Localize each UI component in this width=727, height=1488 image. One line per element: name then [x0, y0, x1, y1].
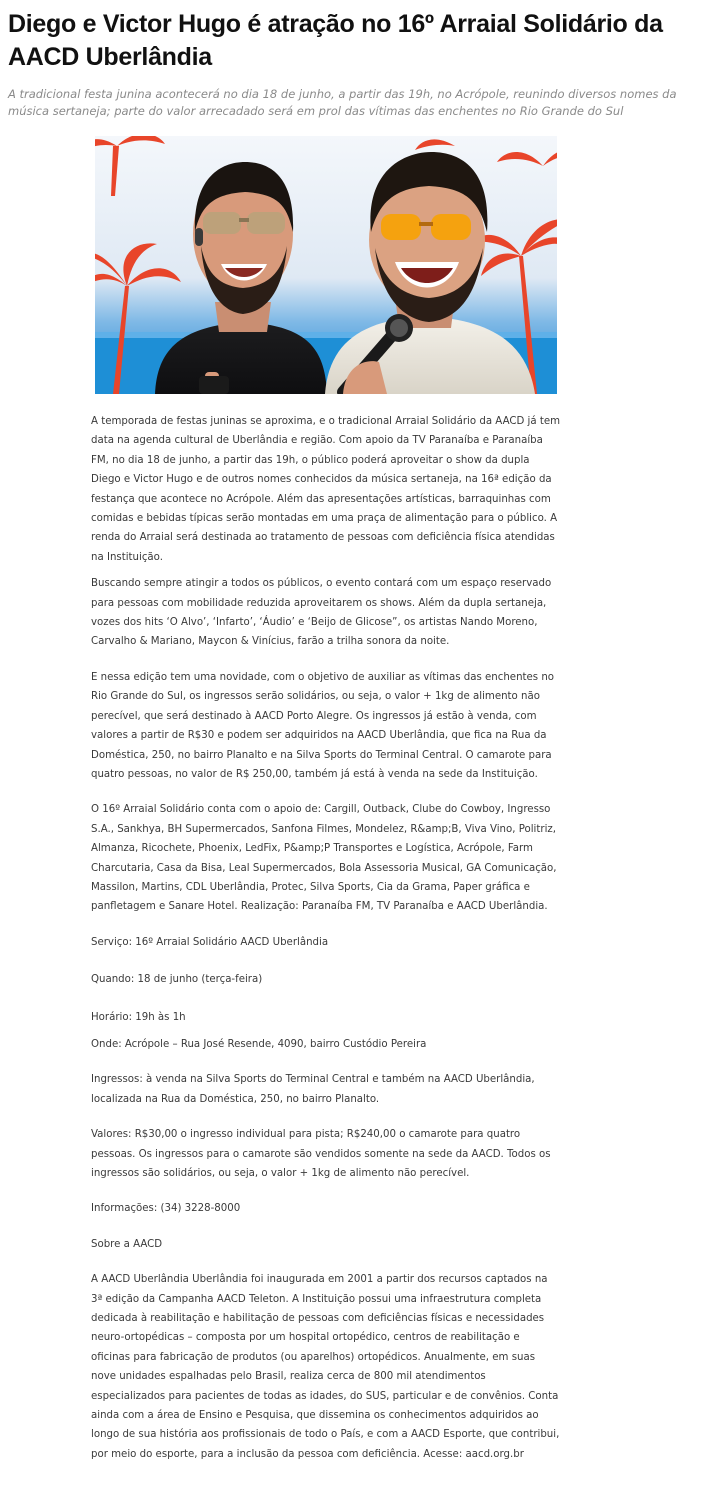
onde-line: Onde: Acrópole – Rua José Resende, 4090, bairro Custódio Pereira	[91, 1038, 427, 1050]
servico-line: Serviço: 16º Arraial Solidário AACD Uberlândia	[91, 936, 329, 948]
paragraph-apoio: O 16º Arraial Solidário conta com o apoio de: Cargill, Outback, Clube do Cowboy, Ingresso S.A., Sankhya, BH Supermercados, Sanfona Filmes, Mondelez, R&amp;B, Viva Vino, Politriz, Almanza, Ricochete, Phoenix, LedFix, P&amp;P Transportes e Logística, Acrópole, Farm Charcutaria, Casa da Bisa, Leal Supermercados, Bola Assessoria Musical, GA Comunicação, Massilon, Martins, CDL Uberlândia, Protec, Silva Sports, Cia da Grama, Paper gráfica e panfletagem e Sanare Hotel. Realização: Paranaíba FM, TV Paranaíba e AACD Uberlândia.	[91, 804, 557, 913]
sobre-heading: Sobre a AACD	[91, 1238, 163, 1250]
sobre-paragraph: A AACD Uberlândia Uberlândia foi inaugurada em 2001 a partir dos recursos captados na 3ª edição da Campanha AACD Teleton. A Instituição possui uma infraestrutura completa dedicada à reabilitação e habilitação de pessoas com deficiências físicas e necessidades neuro-ortopédicas – composta por um hospital ortopédico, centros de reabilitação e oficinas para fabricação de produtos (ou aparelhos) ortopédicos. Anualmente, em suas nove unidades espalhadas pelo Brasil, realiza cerca de 800 mil atendimentos especializados para pacientes de todas as idades, do SUS, particular e de convênios. Conta ainda com a área de Ensino e Pesquisa, que dissemina os conhecimentos adquiridos ao longo de sua história aos profissionais de todo o País, e com a AACD Esporte, que contribui, por meio do esporte, para a inclusão da pessoa com deficiência. Acesse: aacd.org.br	[91, 1274, 560, 1460]
paragraph-intro: A temporada de festas juninas se aproxima, e o tradicional Arraial Solidário da AACD já tem data na agenda cultural de Uberlândia e região. Com apoio da TV Paranaíba e Paranaíba FM, no dia 18 de junho, a partir das 19h, o público poderá aproveitar o show da dupla Diego e Victor Hugo e de outros nomes conhecidos da música sertaneja, na 16ª edição da festança que acontece no Acrópole. Além das apresentações artísticas, barraquinhas com comidas e bebidas típicas serão montadas em uma praça de alimentação para o público. A renda do Arraial será destinada ao tratamento de pessoas com deficiência física atendidas na Instituição.	[91, 416, 561, 563]
quando-line: Quando: 18 de junho (terça-feira)	[91, 974, 263, 986]
valores-paragraph: Valores: R$30,00 o ingresso individual para pista; R$240,00 o camarote para quatro pessoas. Os ingressos para o camarote são vendidos somente na sede da AACD. Todos os ingressos são solidários, ou seja, o valor + 1kg de alimento não perecível.	[91, 1129, 551, 1179]
paragraph-novidade: E nessa edição tem uma novidade, com o objetivo de auxiliar as vítimas das enchentes no Rio Grande do Sul, os ingressos serão solidários, ou seja, o valor + 1kg de alimento não perecível, que será destinado à AACD Porto Alegre. Os ingressos já estão à venda, com valores a partir de R$30 e podem ser adquiridos na AACD Uberlândia, que fica na Rua da Doméstica, 250, no bairro Planalto e na Silva Sports do Terminal Central. O camarote para quatro pessoas, no valor de R$ 250,00, também já está à venda na sede da Instituição.	[91, 671, 555, 780]
article-title: Diego e Victor Hugo é atração no 16º Arraial Solidário da AACD Uberlândia	[8, 10, 663, 71]
article-body	[91, 412, 561, 1464]
paragraph-publicos: Buscando sempre atingir a todos os públicos, o evento contará com um espaço reservado para pessoas com mobilidade reduzida aproveitarem os shows. Além da dupla sertaneja, vozes dos hits ‘O Alvo’, ‘Infarto’, ‘Áudio’ e ‘Beijo de Glicose”, os artistas Nando Moreno, Carvalho & Mariano, Maycon & Vinícius, farão a trilha sonora da noite.	[91, 578, 552, 648]
article-subtitle: A tradicional festa junina acontecerá no dia 18 de junho, a partir das 19h, no Acrópole, reunindo diversos nomes da música sertaneja; parte do valor arrecadado será em prol das vítimas das enchentes no Rio Grande do Sul	[8, 87, 677, 118]
horario-line: Horário: 19h às 1h	[91, 1011, 186, 1023]
ingressos-paragraph: Ingressos: à venda na Silva Sports do Terminal Central e também na AACD Uberlândia, localizada na Rua da Doméstica, 250, no bairro Planalto.	[91, 1074, 535, 1105]
article-hero-image	[95, 136, 557, 394]
informacoes-line: Informações: (34) 3228-8000	[91, 1203, 241, 1215]
